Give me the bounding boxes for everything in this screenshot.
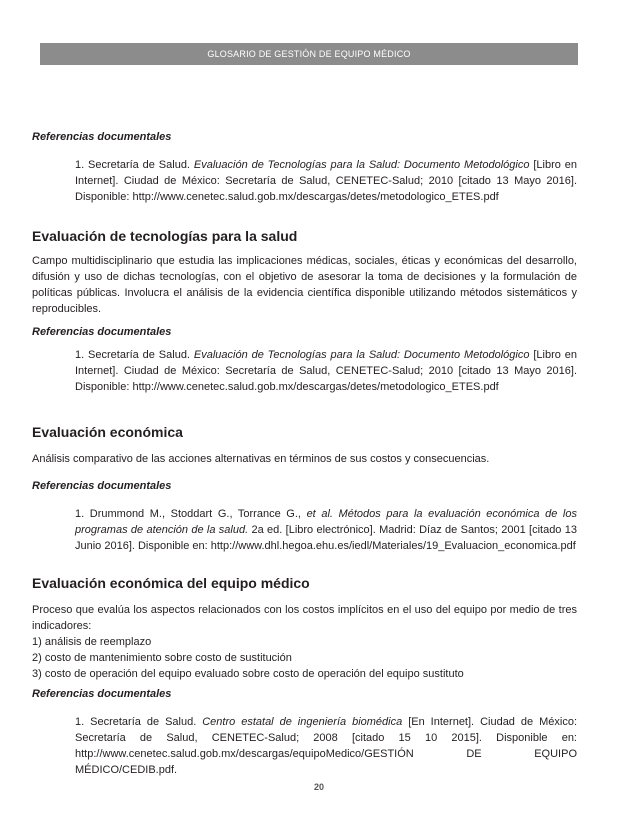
reference-text: 1. Secretaría de Salud. (75, 716, 203, 728)
section-body: Análisis comparativo de las acciones alternativas en términos de sus costos y consecuencias. (32, 453, 490, 465)
reference-item (75, 157, 577, 205)
section-body: Proceso que evalúa los aspectos relacionados con los costos implícitos en el uso del equipo por medio de tres indicadores: (32, 604, 577, 632)
page-number: 20 (313, 782, 324, 792)
reference-text: [Libro en Internet]. Ciudad de México: Secretaría de Salud, CENETEC-Salud; 2010 [citado 13 Mayo 2016]. Disponible: http://www.cenetec.salud.gob.mx/descargas/detes/metodologico_ETES.pdf (75, 159, 577, 203)
indicator-list (32, 634, 577, 682)
reference-text: 1. Drummond M., Stoddart G., Torrance G., (75, 508, 307, 520)
reference-text: 1. Secretaría de Salud. (75, 159, 194, 171)
section-heading: Evaluación económica del equipo médico (32, 575, 310, 591)
reference-item (75, 714, 577, 778)
reference-text: [En Internet]. Ciudad de México: Secretaría de Salud, CENETEC-Salud; 2008 [citado 15 10 2015]. Disponible en: http://www.cenetec.salud.gob.mx/descargas/equipoMedico/GESTIÓN DE EQUIPO MÉDICO/CEDIB.pdf. (75, 716, 577, 776)
reference-title: Centro estatal de ingeniería biomédica (202, 716, 403, 728)
list-item: 2) costo de mantenimiento sobre costo de sustitución (32, 652, 292, 664)
section-heading: Evaluación económica (32, 424, 183, 440)
section-heading: Evaluación de tecnologías para la salud (32, 228, 298, 244)
running-header (40, 43, 578, 65)
reference-title: Evaluación de Tecnologías para la Salud: Documento Metodológico (193, 349, 530, 361)
reference-item (75, 506, 577, 554)
reference-text: [Libro en Internet]. Ciudad de México: Secretaría de Salud, CENETEC-Salud; 2010 [citado 13 Mayo 2016]. Disponible: http://www.cenetec.salud.gob.mx/descargas/detes/metodologico_ETES.pdf (75, 349, 577, 393)
references-label: Referencias documentales (32, 688, 172, 700)
reference-text: 2a ed. [Libro electrónico]. Madrid: Díaz de Santos; 2001 [citado 13 Junio 2016]. Disponible en: http://www.dhl.hegoa.ehu.es/iedl/Materiales/19_Evaluacion_economica.pdf (75, 524, 577, 552)
reference-title: Evaluación de Tecnologías para la Salud: Documento Metodológico (193, 159, 530, 171)
list-item: 3) costo de operación del equipo evaluado sobre costo de operación del equipo sustituto (32, 668, 464, 680)
list-item: 1) análisis de reemplazo (32, 636, 152, 648)
references-label: Referencias documentales (32, 326, 172, 338)
section-body: Campo multidisciplinario que estudia las implicaciones médicas, sociales, éticas y económicas del desarrollo, difusión y uso de dichas tecnologías, con el objetivo de asesorar la toma de decisiones y la formulación de políticas públicas. Involucra el análisis de la evidencia científica disponible utilizando métodos sistemáticos y reproducibles. (32, 255, 577, 315)
reference-item (75, 347, 577, 395)
references-label: Referencias documentales (32, 480, 172, 492)
reference-text: 1. Secretaría de Salud. (75, 349, 194, 361)
running-header-title: GLOSARIO DE GESTIÓN DE EQUIPO MÉDICO (207, 49, 411, 59)
reference-title: et al. Métodos para la evaluación económica de los programas de atención de la salud. (75, 508, 577, 536)
references-label: Referencias documentales (32, 131, 172, 143)
